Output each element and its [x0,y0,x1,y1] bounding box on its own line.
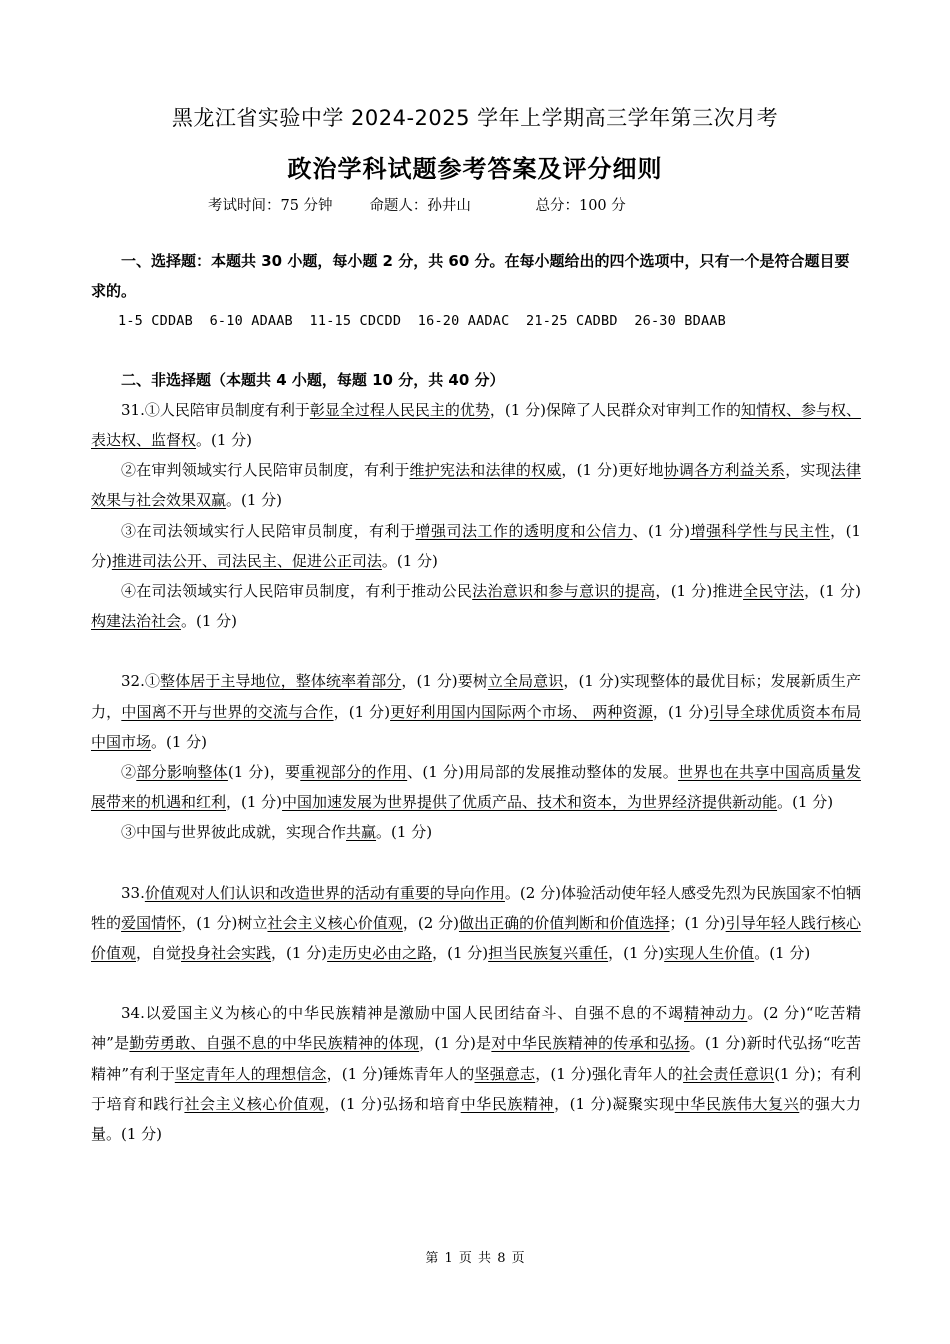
answer-text: ，(1 分) [271,944,328,963]
answer-31-3 [91,516,861,576]
answer-text: ；(1 分) [669,913,726,932]
answer-text: 。(1 分) [777,793,834,812]
answer-text: 。(1 分)新时代弘扬“吃苦精神”有利于 [91,1034,861,1083]
answer-text: ，(1 分)树立 [181,913,268,932]
key-point: 坚强意志 [474,1064,536,1083]
key-point: 更好利用国内国际两个市场、 两种资源 [390,702,653,721]
key-point: 中国离不开与世界的交流与合作 [121,702,334,721]
answer-text: 。(1 分) [381,551,438,570]
key-point: 爱国情怀 [121,913,182,932]
answer-text: ②在审判领域实行人民陪审员制度，有利于 [121,461,410,480]
key-point: 重视部分的作用 [300,763,408,782]
answer-text: (1 分)；有利于培育和践行 [91,1064,861,1113]
answer-text: ，(1 分)实现整体的最优目标；发展新质生产力， [91,672,861,721]
answer-32-3 [91,817,861,847]
answer-text: 。(1 分) [196,431,253,450]
key-point: 社会主义核心价值观 [184,1094,325,1113]
key-point: 世界也在共享中国高质量发展带来的机遇和红利 [91,763,861,812]
multiple-choice-answers: 1-5 CDDAB 6-10 ADAAB 11-15 CDCDD 16-20 AADAC 21-25 CADBD 26-30 BDAAB [118,313,726,330]
key-point: 中华民族精神 [460,1094,555,1113]
answer-text: 33. [121,883,145,902]
answer-text: ，(1 分)保障了人民群众对审判工作的 [489,400,741,419]
key-point: 社会主义核心价值观 [267,913,403,932]
answer-31-1 [91,395,861,455]
answer-text: 32.① [121,672,161,691]
answer-text: 。(1 分) [754,944,811,963]
key-point: 维护宪法和法律的权威 [409,461,562,480]
answer-text: 。(1 分) [226,491,283,510]
answer-text: ④在司法领域实行人民陪审员制度，有利于推动公民 [121,582,473,601]
answer-text: ，(1 分) [333,702,391,721]
answer-text: ③中国与世界彼此成就，实现合作 [121,823,347,842]
answer-content [91,246,861,1149]
answer-text: ③在司法领域实行人民陪审员制度，有利于 [121,521,416,540]
key-point: 部分影响整体 [136,763,228,782]
answer-text: 。(2 分)“吃苦精神”是 [91,1004,862,1053]
answer-text: 。(1 分) [151,732,208,751]
answer-text: 、(1 分)用局部的发展推动整体的发展。 [407,763,679,782]
answer-text: ，(1 分)弘扬和培育 [324,1094,461,1113]
answer-text: (1 分)，要 [227,763,301,782]
key-point: 整体居于主导地位，整体统率着部分 [160,672,402,691]
answer-text: ，(1 分)推进 [655,582,744,601]
key-point: 做出正确的价值判断和价值选择 [458,913,670,932]
key-point: 协调各方利益关系 [663,461,786,480]
answer-32-2 [91,757,861,817]
answer-text: ，(1 分)凝聚实现 [554,1094,675,1113]
exam-author: 命题人：孙井山 [369,198,471,214]
key-point: 法律效果与社会效果双赢 [91,461,861,510]
answer-text: ，(1 分) [226,793,283,812]
answer-text: ，实现 [785,461,831,480]
exam-total-score: 总分：100 分 [535,198,626,214]
key-point: 勤劳勇敢、自强不息的中华民族精神的体现 [129,1034,420,1053]
answer-key-title: 政治学科试题参考答案及评分细则 [287,155,663,183]
answer-text: 34.以爱国主义为核心的中华民族精神是激励中国人民团结奋斗、自强不息的不竭 [121,1004,684,1023]
answer-text: ，(1 分)锤炼青年人的 [326,1064,475,1083]
answer-text: 的强大力量。(1 分) [91,1094,861,1144]
answer-31-4 [91,576,861,636]
answer-text: ，(1 分) [608,944,665,963]
answer-text: ，(1 分) [432,944,489,963]
key-point: 构建法治社会 [91,612,182,631]
answer-text: ，(1 分)要树 [401,672,488,691]
key-point: 投身社会实践 [181,944,272,963]
answer-text: ，(1 分)是 [419,1034,492,1053]
section2-heading: 二、非选择题（本题共 4 小题，每题 10 分，共 40 分） [121,370,505,389]
key-point: 法治意识和参与意识的提高 [472,582,656,601]
exam-title: 黑龙江省实验中学 2024-2025 学年上学期高三学年第三次月考 [171,106,779,130]
answer-34 [91,998,861,1149]
key-point: 中国加速发展为世界提供了优质产品、技术和资本，为世界经济提供新动能 [282,793,778,812]
key-point: 引导全球优质资本布局中国市场 [91,702,861,751]
answer-text: ② [121,763,137,782]
key-point: 立全局意识 [487,672,564,691]
key-point: 担当民族复兴重任 [488,944,609,963]
section1-heading: 一、选择题：本题共 30 小题，每小题 2 分，共 60 分。在每小题给出的四个选项中，只有一个是符合题目要求的。 [91,252,850,301]
answer-text: ，(1 分) [804,582,861,601]
key-point: 增强科学性与民主性 [690,521,831,540]
answer-text: 31.①人民陪审员制度有利于 [121,400,310,419]
answer-text: ，自觉 [136,944,182,963]
answer-text: 、(1 分) [632,521,691,540]
key-point: 精神动力 [683,1004,748,1023]
key-point: 全民守法 [743,582,805,601]
key-point: 增强司法工作的透明度和公信力 [415,521,633,540]
key-point: 引导年轻人践行核心价值观 [91,913,861,963]
exam-time: 考试时间：75 分钟 [208,198,333,214]
answer-33 [91,878,861,969]
key-point: 中华民族伟大复兴 [674,1094,800,1113]
answer-text: 。(2 分)体验活动使年轻人感受先烈为民族国家不怕牺牲的 [91,883,861,932]
answer-text: ，(1 分) [652,702,710,721]
answer-text: ，(1 分) [91,521,861,570]
key-point: 彰显全过程人民民主的优势 [309,400,490,419]
key-point: 价值观对人们认识和改造世界的活动有重要的导向作用 [144,883,505,902]
exam-meta [208,194,626,215]
answer-text: 。(1 分) [376,823,433,842]
key-point: 推进司法公开、司法民主、促进公正司法 [111,551,382,570]
answer-text: ，(1 分)强化青年人的 [535,1064,684,1083]
answer-text: ，(1 分)更好地 [561,461,664,480]
key-point: 坚定青年人的理想信念 [174,1064,327,1083]
key-point: 实现人生价值 [664,944,755,963]
answer-31-2 [91,455,861,515]
key-point: 走历史必由之路 [327,944,433,963]
answer-text: 。(1 分) [181,612,238,631]
key-point: 社会责任意识 [683,1064,775,1083]
key-point: 对中华民族精神的传承和弘扬 [491,1034,690,1053]
page-footer: 第 1 页 共 8 页 [425,1251,525,1266]
key-point: 共赢 [346,823,377,842]
answer-32-1 [91,666,861,757]
answer-text: ，(2 分) [402,913,459,932]
key-point: 知情权、参与权、表达权、监督权 [91,400,861,450]
